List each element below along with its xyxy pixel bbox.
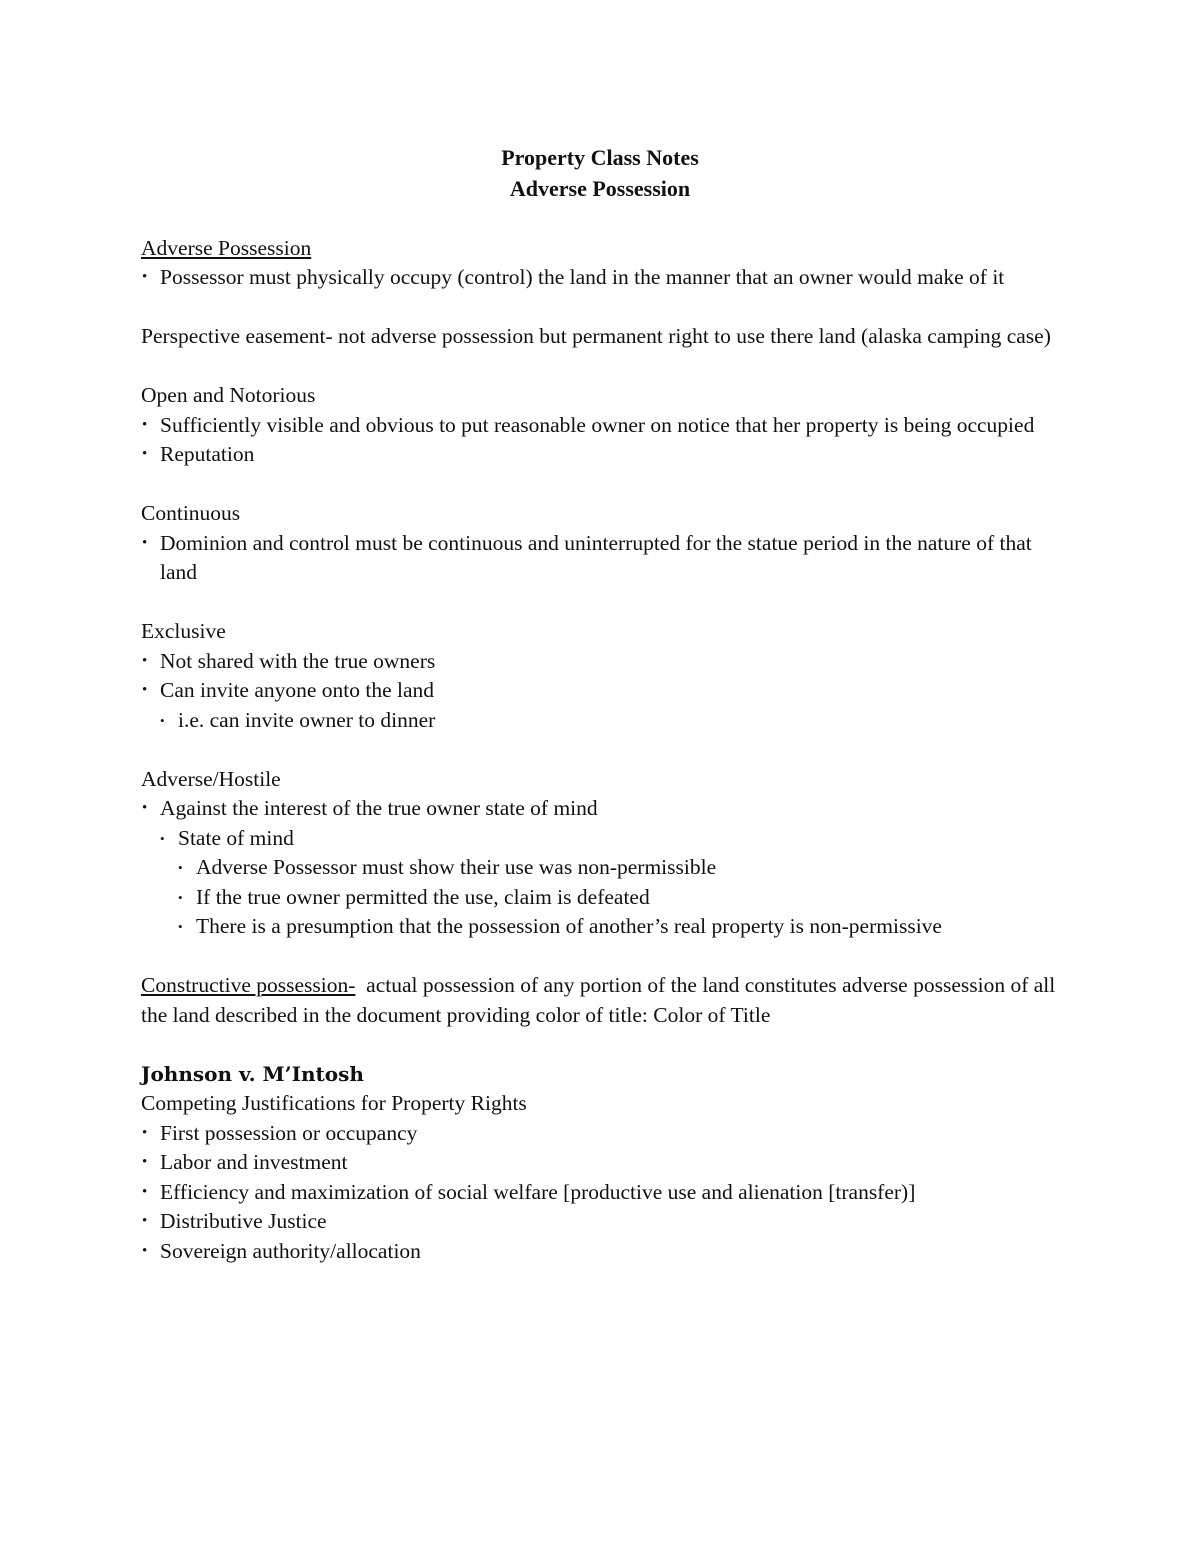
section-heading-open-notorious: Open and Notorious bbox=[141, 383, 316, 407]
section-heading-exclusive: Exclusive bbox=[141, 619, 226, 643]
list-item: • Not shared with the true owners bbox=[141, 647, 1061, 677]
list-item: • Distributive Justice bbox=[141, 1207, 1061, 1237]
list-item: • Adverse Possessor must show their use was non-permissible bbox=[177, 853, 1061, 883]
johnson-subheading: Competing Justifications for Property Rights bbox=[141, 1091, 527, 1115]
list-item: • Against the interest of the true owner state of mind bbox=[141, 794, 1061, 824]
spacer bbox=[141, 588, 1061, 618]
bullet-list-adverse-possession bbox=[141, 263, 1061, 293]
spacer bbox=[141, 204, 1061, 234]
list-item: • Sovereign authority/allocation bbox=[141, 1237, 1061, 1267]
spacer bbox=[141, 942, 1061, 972]
spacer bbox=[141, 735, 1061, 765]
sub-bullet-list-exclusive bbox=[141, 706, 1061, 736]
constructive-possession-term: Constructive possession- bbox=[141, 973, 356, 997]
title-line-2: Adverse Possession bbox=[509, 176, 691, 201]
title-line-1: Property Class Notes bbox=[501, 145, 699, 170]
bullet-list-exclusive bbox=[141, 647, 1061, 706]
bullet-list-johnson bbox=[141, 1119, 1061, 1267]
list-item: • Reputation bbox=[141, 440, 1061, 470]
list-item: • There is a presumption that the possession of another’s real property is non-permissive bbox=[177, 912, 1061, 942]
bullet-list-open-notorious bbox=[141, 411, 1061, 470]
list-item: • Efficiency and maximization of social welfare [productive use and alienation [transfer)] bbox=[141, 1178, 1061, 1208]
list-item: • State of mind bbox=[159, 824, 1061, 854]
perspective-easement-paragraph: Perspective easement- not adverse possession but permanent right to use there land (alaska camping case) bbox=[141, 324, 1051, 348]
sub-bullet-list-adverse-hostile bbox=[141, 824, 1061, 854]
spacer bbox=[141, 293, 1061, 323]
section-heading-continuous: Continuous bbox=[141, 501, 241, 525]
spacer bbox=[141, 470, 1061, 500]
bullet-list-adverse-hostile bbox=[141, 794, 1061, 824]
list-item: • If the true owner permitted the use, claim is defeated bbox=[177, 883, 1061, 913]
list-item: • Sufficiently visible and obvious to put reasonable owner on notice that her property is being occupied bbox=[141, 411, 1061, 441]
list-item: • Can invite anyone onto the land bbox=[141, 676, 1061, 706]
sub-sub-bullet-list-adverse-hostile bbox=[141, 853, 1061, 942]
list-item: • Labor and investment bbox=[141, 1148, 1061, 1178]
constructive-possession-paragraph bbox=[141, 971, 1061, 1030]
bullet-list-continuous bbox=[141, 529, 1061, 588]
document-body bbox=[141, 142, 1061, 1266]
section-heading-adverse-hostile: Adverse/Hostile bbox=[141, 766, 281, 791]
list-item: • i.e. can invite owner to dinner bbox=[159, 706, 1061, 736]
spacer bbox=[141, 352, 1061, 382]
case-heading-johnson: Johnson v. M’Intosh bbox=[141, 1061, 364, 1086]
list-item: • Dominion and control must be continuous and uninterrupted for the statue period in the nature of that land bbox=[141, 529, 1061, 588]
constructive-possession-text: actual possession of any portion of the land constitutes adverse possession of all the land described in the document providing color of title: Color of Title bbox=[141, 973, 1061, 1027]
spacer bbox=[141, 1030, 1061, 1060]
list-item: • Possessor must physically occupy (control) the land in the manner that an owner would make of it bbox=[141, 263, 1061, 293]
list-item: • First possession or occupancy bbox=[141, 1119, 1061, 1149]
section-heading-adverse-possession: Adverse Possession bbox=[141, 235, 312, 260]
